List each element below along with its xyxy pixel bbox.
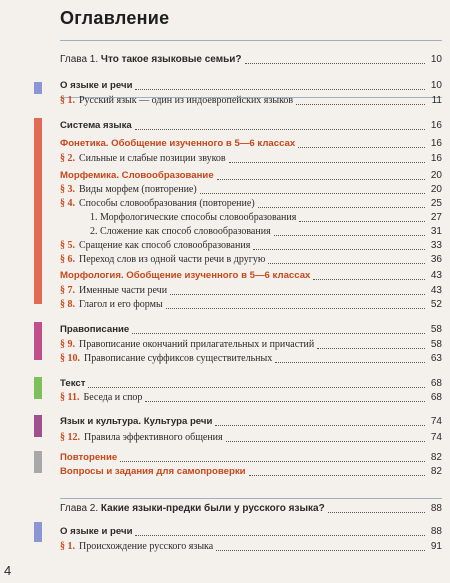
toc-entry-text xyxy=(60,338,314,352)
toc-page-number: 16 xyxy=(430,153,442,164)
toc-entry-item[interactable] xyxy=(60,211,442,225)
toc-entry-text: Язык и культура. Культура речи xyxy=(60,416,213,427)
toc-entry-text xyxy=(60,502,325,516)
toc-page-number: 68 xyxy=(430,378,442,389)
toc-entry-section[interactable] xyxy=(60,525,442,539)
dot-leader xyxy=(120,461,425,462)
toc-entry-par[interactable] xyxy=(60,94,442,108)
toc-page-number: 25 xyxy=(430,198,442,209)
chapter-title: Что такое языковые семьи? xyxy=(100,54,242,65)
toc-page-number: 58 xyxy=(430,339,442,350)
toc-entry-text xyxy=(60,253,265,267)
dot-leader xyxy=(135,129,425,130)
toc-entry-text xyxy=(60,431,223,445)
toc-entry-par[interactable] xyxy=(60,338,442,352)
category-bar-language-and-culture xyxy=(34,415,42,437)
paragraph-number: § 6. xyxy=(60,254,75,265)
separator-line xyxy=(60,498,442,499)
paragraph-title: Сращение как способ словообразования xyxy=(79,240,251,251)
toc-entry-text: Система языка xyxy=(60,120,132,131)
toc-entry-text: 1. Морфологические способы словообразования xyxy=(90,212,297,223)
toc-page-number: 58 xyxy=(430,324,442,335)
toc-page-number: 82 xyxy=(430,452,442,463)
dot-leader xyxy=(274,235,425,236)
dot-leader xyxy=(229,162,425,163)
toc-page-number: 10 xyxy=(430,54,442,65)
dot-leader xyxy=(217,179,425,180)
toc-page-number: 27 xyxy=(430,212,442,223)
paragraph-title: Беседа и спор xyxy=(83,392,143,403)
toc-entry-par[interactable] xyxy=(60,284,442,298)
toc-entry-section[interactable] xyxy=(60,119,442,133)
paragraph-number: § 7. xyxy=(60,285,75,296)
paragraph-number: § 2. xyxy=(60,153,75,164)
toc-entry-section[interactable] xyxy=(60,79,442,93)
toc-entry-text: Правописание xyxy=(60,324,130,335)
toc-entry-par[interactable] xyxy=(60,298,442,312)
toc-entry-text: 2. Сложение как способ словообразования xyxy=(90,226,271,237)
chapter-number: Глава 1. xyxy=(60,54,99,65)
paragraph-number: § 4. xyxy=(60,198,75,209)
paragraph-title: Именные части речи xyxy=(79,285,168,296)
paragraph-number: § 5. xyxy=(60,240,75,251)
toc-page-number: 20 xyxy=(430,184,442,195)
chapter-title: Какие языки-предки были у русского языка? xyxy=(100,503,325,514)
toc-entry-text: Фонетика. Обобщение изученного в 5—6 классах xyxy=(60,138,296,149)
toc-page-number: 43 xyxy=(430,285,442,296)
toc-entry-text xyxy=(60,540,213,554)
toc-entry-text xyxy=(60,352,272,366)
toc-entry-text xyxy=(60,94,293,108)
paragraph-number: § 8. xyxy=(60,299,75,310)
toc-entry-item[interactable] xyxy=(60,225,442,239)
dot-leader xyxy=(313,279,425,280)
dot-leader xyxy=(170,294,425,295)
separator-line xyxy=(60,40,442,41)
toc-entry-par[interactable] xyxy=(60,152,442,166)
toc-entry-text: Морфология. Обобщение изученного в 5—6 классах xyxy=(60,270,311,281)
toc-entry-par[interactable] xyxy=(60,239,442,253)
toc-page-number: 68 xyxy=(430,392,442,403)
toc-page-number: 33 xyxy=(430,240,442,251)
toc-entry-sub[interactable] xyxy=(60,451,442,465)
toc-page-number: 16 xyxy=(430,138,442,149)
category-bar-spelling xyxy=(34,322,42,360)
dot-leader xyxy=(249,475,425,476)
toc-entry-par[interactable] xyxy=(60,431,442,445)
paragraph-title: Русский язык — один из индоевропейских языков xyxy=(79,95,294,106)
dot-leader xyxy=(132,333,425,334)
toc-page-number: 43 xyxy=(430,270,442,281)
toc-entry-chapter[interactable] xyxy=(60,502,442,516)
paragraph-number: § 9. xyxy=(60,339,75,350)
dot-leader xyxy=(215,425,425,426)
toc-page-number: 20 xyxy=(430,170,442,181)
toc-page-number: 10 xyxy=(430,80,442,91)
paragraph-number: § 1. xyxy=(60,541,75,552)
paragraph-number: § 10. xyxy=(60,353,80,364)
dot-leader xyxy=(226,441,425,442)
toc-page-number: 91 xyxy=(430,541,442,552)
toc-entry-par[interactable] xyxy=(60,391,442,405)
toc-entry-par[interactable] xyxy=(60,352,442,366)
toc-entry-sub[interactable] xyxy=(60,269,442,283)
paragraph-number: § 11. xyxy=(60,392,80,403)
paragraph-title: Виды морфем (повторение) xyxy=(79,184,197,195)
category-bar-review xyxy=(34,451,42,473)
toc-entry-text xyxy=(60,183,197,197)
dot-leader xyxy=(88,387,425,388)
paragraph-title: Глагол и его формы xyxy=(79,299,163,310)
toc-entry-chapter[interactable] xyxy=(60,53,442,67)
toc-page-number: 88 xyxy=(430,526,442,537)
toc-page-number: 31 xyxy=(430,226,442,237)
paragraph-title: Способы словообразования (повторение) xyxy=(79,198,255,209)
toc-entry-text: О языке и речи xyxy=(60,526,133,537)
toc-entry-section[interactable] xyxy=(60,323,442,337)
toc-entry-par[interactable] xyxy=(60,183,442,197)
paragraph-title: Правописание суффиксов существительных xyxy=(84,353,273,364)
dot-leader xyxy=(299,221,425,222)
toc-entry-par[interactable] xyxy=(60,540,442,554)
toc-page-number: 36 xyxy=(430,254,442,265)
page-title: Оглавление xyxy=(60,8,170,28)
dot-leader xyxy=(298,147,425,148)
paragraph-number: § 3. xyxy=(60,184,75,195)
toc-page-number: 16 xyxy=(430,120,442,131)
paragraph-title: Правописание окончаний прилагательных и причастий xyxy=(79,339,315,350)
toc-entry-text xyxy=(60,53,242,67)
dot-leader xyxy=(245,63,425,64)
toc-page-number: 11 xyxy=(431,95,442,106)
toc-entry-sub[interactable] xyxy=(60,137,442,151)
toc-entry-section[interactable] xyxy=(60,377,442,391)
toc-entry-par[interactable] xyxy=(60,197,442,211)
toc-entry-text: Вопросы и задания для самопроверки xyxy=(60,466,246,477)
category-bar-language-and-speech-2 xyxy=(34,522,42,542)
toc-entry-text xyxy=(60,197,255,211)
category-bar-language-system xyxy=(34,118,42,304)
toc-page-number: 74 xyxy=(430,432,442,443)
page-number: 4 xyxy=(4,563,12,578)
toc-entry-text: О языке и речи xyxy=(60,80,133,91)
toc-entry-sub[interactable] xyxy=(60,465,442,479)
dot-leader xyxy=(296,104,425,105)
paragraph-title: Правила эффективного общения xyxy=(84,432,223,443)
dot-leader xyxy=(216,550,425,551)
toc-entry-text: Повторение xyxy=(60,452,118,463)
paragraph-title: Происхождение русского языка xyxy=(79,541,214,552)
toc-entry-text: Морфемика. Словообразование xyxy=(60,170,214,181)
toc-page-number: 52 xyxy=(430,299,442,310)
paragraph-number: § 12. xyxy=(60,432,80,443)
dot-leader xyxy=(328,512,425,513)
paragraph-title: Переход слов из одной части речи в другую xyxy=(79,254,266,265)
toc-page-number: 88 xyxy=(430,503,442,514)
toc-entry-text xyxy=(60,284,167,298)
toc-entry-section[interactable] xyxy=(60,415,442,429)
toc-page-number: 74 xyxy=(430,416,442,427)
toc-page-number: 82 xyxy=(430,466,442,477)
dot-leader xyxy=(135,535,425,536)
dot-leader xyxy=(275,362,425,363)
toc-entry-text xyxy=(60,152,226,166)
paragraph-title: Сильные и слабые позиции звуков xyxy=(79,153,226,164)
category-bar-text xyxy=(34,377,42,399)
dot-leader xyxy=(166,308,425,309)
toc-entry-text xyxy=(60,298,163,312)
toc-page-number: 63 xyxy=(430,353,442,364)
dot-leader xyxy=(317,348,425,349)
category-bar-language-and-speech xyxy=(34,82,42,94)
paragraph-number: § 1. xyxy=(60,95,75,106)
toc-entry-text xyxy=(60,391,142,405)
dot-leader xyxy=(200,193,425,194)
toc-entry-text: Текст xyxy=(60,378,86,389)
chapter-number: Глава 2. xyxy=(60,503,99,514)
dot-leader xyxy=(145,401,425,402)
toc-entry-sub[interactable] xyxy=(60,169,442,183)
toc-entry-par[interactable] xyxy=(60,253,442,267)
dot-leader xyxy=(135,89,425,90)
dot-leader xyxy=(268,263,425,264)
toc-entry-text xyxy=(60,239,250,253)
dot-leader xyxy=(253,249,425,250)
dot-leader xyxy=(258,207,425,208)
